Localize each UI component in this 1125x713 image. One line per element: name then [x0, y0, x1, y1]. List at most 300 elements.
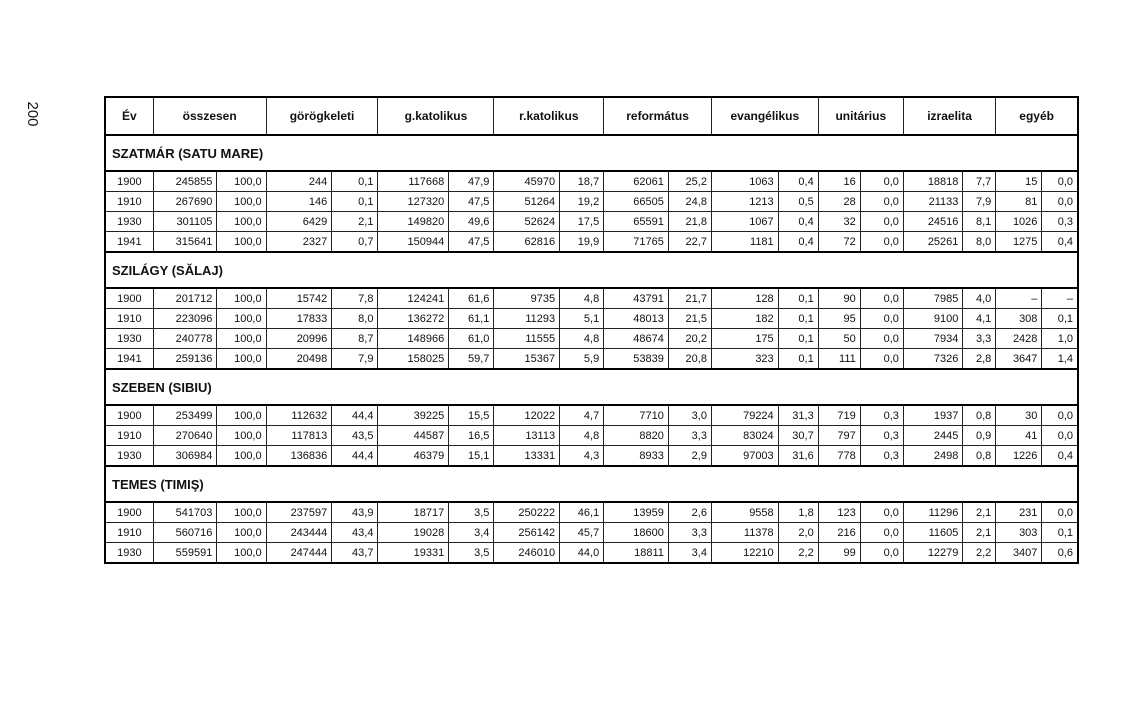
count-cell: 66505: [604, 192, 669, 212]
percent-cell: –: [1042, 288, 1078, 309]
table-row: [105, 232, 1078, 253]
percent-cell: 2,2: [778, 543, 818, 564]
count-cell: 8933: [604, 446, 669, 467]
county-header-row: [105, 466, 1078, 502]
table-row: [105, 426, 1078, 446]
count-cell: 7934: [903, 329, 963, 349]
percent-cell: 0,1: [778, 309, 818, 329]
percent-cell: 100,0: [217, 171, 266, 192]
percent-cell: 100,0: [217, 523, 266, 543]
count-cell: 24516: [903, 212, 963, 232]
percent-cell: 0,3: [860, 446, 903, 467]
year-cell: 1930: [105, 446, 153, 467]
count-cell: 2327: [266, 232, 332, 253]
count-cell: 20498: [266, 349, 332, 370]
percent-cell: 7,9: [963, 192, 996, 212]
percent-cell: 0,4: [778, 212, 818, 232]
percent-cell: 2,6: [668, 502, 711, 523]
header-jewish: izraelita: [903, 97, 995, 135]
header-row: [105, 97, 1078, 135]
count-cell: 3407: [996, 543, 1042, 564]
table-row: [105, 329, 1078, 349]
percent-cell: 0,0: [860, 523, 903, 543]
count-cell: 778: [818, 446, 860, 467]
count-cell: 306984: [153, 446, 217, 467]
count-cell: 8820: [604, 426, 669, 446]
percent-cell: 8,0: [332, 309, 378, 329]
percent-cell: 100,0: [217, 288, 266, 309]
percent-cell: 0,0: [860, 288, 903, 309]
count-cell: 32: [818, 212, 860, 232]
percent-cell: 1,4: [1042, 349, 1078, 370]
percent-cell: 2,0: [778, 523, 818, 543]
header-roman-catholic: r.katolikus: [494, 97, 604, 135]
percent-cell: 2,2: [963, 543, 996, 564]
count-cell: 246010: [494, 543, 560, 564]
count-cell: 303: [996, 523, 1042, 543]
percent-cell: 0,8: [963, 446, 996, 467]
percent-cell: 100,0: [217, 309, 266, 329]
year-cell: 1900: [105, 288, 153, 309]
header-other: egyéb: [996, 97, 1078, 135]
table-row: [105, 192, 1078, 212]
count-cell: 18811: [604, 543, 669, 564]
count-cell: 9100: [903, 309, 963, 329]
count-cell: 270640: [153, 426, 217, 446]
percent-cell: 31,6: [778, 446, 818, 467]
percent-cell: 15,1: [449, 446, 494, 467]
percent-cell: 17,5: [560, 212, 604, 232]
count-cell: 39225: [378, 405, 449, 426]
page-number: 200: [24, 101, 41, 127]
count-cell: 253499: [153, 405, 217, 426]
percent-cell: 24,8: [668, 192, 711, 212]
count-cell: 79224: [711, 405, 778, 426]
percent-cell: 0,1: [778, 288, 818, 309]
county-header-row: [105, 135, 1078, 171]
percent-cell: 3,4: [668, 543, 711, 564]
religion-census-table: [104, 96, 1079, 564]
count-cell: 71765: [604, 232, 669, 253]
count-cell: 1937: [903, 405, 963, 426]
county-name: SZATMÁR (SATU MARE): [105, 135, 1078, 171]
count-cell: 1213: [711, 192, 778, 212]
count-cell: 95: [818, 309, 860, 329]
count-cell: 216: [818, 523, 860, 543]
header-reformed: református: [604, 97, 712, 135]
county-name: SZILÁGY (SĂLAJ): [105, 252, 1078, 288]
count-cell: 231: [996, 502, 1042, 523]
percent-cell: 0,9: [963, 426, 996, 446]
percent-cell: 0,8: [963, 405, 996, 426]
header-orthodox: görögkeleti: [266, 97, 378, 135]
percent-cell: 16,5: [449, 426, 494, 446]
count-cell: 12279: [903, 543, 963, 564]
count-cell: 11555: [494, 329, 560, 349]
count-cell: 256142: [494, 523, 560, 543]
percent-cell: 31,3: [778, 405, 818, 426]
percent-cell: 45,7: [560, 523, 604, 543]
table-row: [105, 349, 1078, 370]
count-cell: 245855: [153, 171, 217, 192]
count-cell: 244: [266, 171, 332, 192]
count-cell: 7710: [604, 405, 669, 426]
percent-cell: 21,5: [668, 309, 711, 329]
count-cell: 240778: [153, 329, 217, 349]
percent-cell: 0,6: [1042, 543, 1078, 564]
percent-cell: 43,7: [332, 543, 378, 564]
count-cell: 17833: [266, 309, 332, 329]
count-cell: 136272: [378, 309, 449, 329]
percent-cell: 8,7: [332, 329, 378, 349]
count-cell: 111: [818, 349, 860, 370]
percent-cell: 100,0: [217, 232, 266, 253]
header-greek-catholic: g.katolikus: [378, 97, 494, 135]
percent-cell: 7,7: [963, 171, 996, 192]
count-cell: 243444: [266, 523, 332, 543]
percent-cell: 0,0: [860, 543, 903, 564]
percent-cell: 4,0: [963, 288, 996, 309]
percent-cell: 0,4: [1042, 232, 1078, 253]
percent-cell: 8,0: [963, 232, 996, 253]
percent-cell: 2,8: [963, 349, 996, 370]
count-cell: 19028: [378, 523, 449, 543]
percent-cell: 4,3: [560, 446, 604, 467]
percent-cell: 0,1: [1042, 523, 1078, 543]
count-cell: 323: [711, 349, 778, 370]
count-cell: 1226: [996, 446, 1042, 467]
percent-cell: 61,6: [449, 288, 494, 309]
percent-cell: 3,3: [668, 523, 711, 543]
count-cell: 83024: [711, 426, 778, 446]
count-cell: 149820: [378, 212, 449, 232]
percent-cell: 0,0: [860, 309, 903, 329]
percent-cell: 47,9: [449, 171, 494, 192]
count-cell: 11378: [711, 523, 778, 543]
count-cell: 3647: [996, 349, 1042, 370]
percent-cell: 0,3: [860, 405, 903, 426]
count-cell: 560716: [153, 523, 217, 543]
count-cell: 44587: [378, 426, 449, 446]
count-cell: 267690: [153, 192, 217, 212]
count-cell: 719: [818, 405, 860, 426]
percent-cell: 2,1: [963, 502, 996, 523]
percent-cell: 4,7: [560, 405, 604, 426]
count-cell: 62061: [604, 171, 669, 192]
percent-cell: 0,0: [860, 329, 903, 349]
year-cell: 1941: [105, 349, 153, 370]
count-cell: 28: [818, 192, 860, 212]
count-cell: 15742: [266, 288, 332, 309]
count-cell: 1181: [711, 232, 778, 253]
percent-cell: 0,4: [778, 232, 818, 253]
count-cell: 797: [818, 426, 860, 446]
count-cell: 1026: [996, 212, 1042, 232]
count-cell: 128: [711, 288, 778, 309]
count-cell: 48013: [604, 309, 669, 329]
count-cell: 19331: [378, 543, 449, 564]
percent-cell: 8,1: [963, 212, 996, 232]
count-cell: 308: [996, 309, 1042, 329]
percent-cell: 44,0: [560, 543, 604, 564]
percent-cell: 61,0: [449, 329, 494, 349]
percent-cell: 3,4: [449, 523, 494, 543]
count-cell: 11293: [494, 309, 560, 329]
count-cell: –: [996, 288, 1042, 309]
count-cell: 43791: [604, 288, 669, 309]
count-cell: 127320: [378, 192, 449, 212]
percent-cell: 2,9: [668, 446, 711, 467]
count-cell: 259136: [153, 349, 217, 370]
percent-cell: 20,2: [668, 329, 711, 349]
percent-cell: 22,7: [668, 232, 711, 253]
county-header-row: [105, 369, 1078, 405]
count-cell: 12022: [494, 405, 560, 426]
percent-cell: 0,0: [1042, 192, 1078, 212]
percent-cell: 0,0: [1042, 426, 1078, 446]
count-cell: 13113: [494, 426, 560, 446]
count-cell: 7985: [903, 288, 963, 309]
count-cell: 72: [818, 232, 860, 253]
percent-cell: 0,7: [332, 232, 378, 253]
count-cell: 247444: [266, 543, 332, 564]
percent-cell: 0,0: [860, 192, 903, 212]
count-cell: 16: [818, 171, 860, 192]
count-cell: 150944: [378, 232, 449, 253]
count-cell: 18600: [604, 523, 669, 543]
percent-cell: 100,0: [217, 543, 266, 564]
count-cell: 146: [266, 192, 332, 212]
count-cell: 112632: [266, 405, 332, 426]
count-cell: 250222: [494, 502, 560, 523]
header-lutheran: evangélikus: [711, 97, 818, 135]
count-cell: 237597: [266, 502, 332, 523]
count-cell: 13331: [494, 446, 560, 467]
percent-cell: 0,1: [778, 349, 818, 370]
percent-cell: 3,5: [449, 543, 494, 564]
count-cell: 541703: [153, 502, 217, 523]
percent-cell: 20,8: [668, 349, 711, 370]
percent-cell: 1,0: [1042, 329, 1078, 349]
percent-cell: 43,5: [332, 426, 378, 446]
count-cell: 2498: [903, 446, 963, 467]
table-row: [105, 523, 1078, 543]
percent-cell: 0,1: [778, 329, 818, 349]
year-cell: 1910: [105, 309, 153, 329]
percent-cell: 0,3: [860, 426, 903, 446]
percent-cell: 5,9: [560, 349, 604, 370]
count-cell: 50: [818, 329, 860, 349]
count-cell: 301105: [153, 212, 217, 232]
count-cell: 136836: [266, 446, 332, 467]
percent-cell: 43,9: [332, 502, 378, 523]
count-cell: 81: [996, 192, 1042, 212]
percent-cell: 100,0: [217, 405, 266, 426]
percent-cell: 0,0: [860, 502, 903, 523]
count-cell: 90: [818, 288, 860, 309]
count-cell: 2428: [996, 329, 1042, 349]
table-row: [105, 212, 1078, 232]
percent-cell: 0,0: [860, 171, 903, 192]
count-cell: 46379: [378, 446, 449, 467]
county-name: SZEBEN (SIBIU): [105, 369, 1078, 405]
count-cell: 201712: [153, 288, 217, 309]
percent-cell: 21,7: [668, 288, 711, 309]
year-cell: 1930: [105, 329, 153, 349]
percent-cell: 0,5: [778, 192, 818, 212]
percent-cell: 3,3: [963, 329, 996, 349]
count-cell: 30: [996, 405, 1042, 426]
count-cell: 25261: [903, 232, 963, 253]
percent-cell: 25,2: [668, 171, 711, 192]
count-cell: 20996: [266, 329, 332, 349]
percent-cell: 46,1: [560, 502, 604, 523]
count-cell: 158025: [378, 349, 449, 370]
percent-cell: 15,5: [449, 405, 494, 426]
percent-cell: 100,0: [217, 349, 266, 370]
percent-cell: 0,0: [860, 232, 903, 253]
percent-cell: 0,0: [860, 349, 903, 370]
count-cell: 52624: [494, 212, 560, 232]
percent-cell: 0,3: [1042, 212, 1078, 232]
percent-cell: 1,8: [778, 502, 818, 523]
percent-cell: 47,5: [449, 232, 494, 253]
percent-cell: 100,0: [217, 446, 266, 467]
count-cell: 45970: [494, 171, 560, 192]
percent-cell: 0,0: [1042, 502, 1078, 523]
count-cell: 53839: [604, 349, 669, 370]
percent-cell: 19,2: [560, 192, 604, 212]
percent-cell: 100,0: [217, 426, 266, 446]
count-cell: 18717: [378, 502, 449, 523]
count-cell: 99: [818, 543, 860, 564]
header-year: Év: [105, 97, 153, 135]
percent-cell: 7,8: [332, 288, 378, 309]
percent-cell: 59,7: [449, 349, 494, 370]
year-cell: 1930: [105, 543, 153, 564]
count-cell: 62816: [494, 232, 560, 253]
count-cell: 48674: [604, 329, 669, 349]
count-cell: 51264: [494, 192, 560, 212]
percent-cell: 100,0: [217, 502, 266, 523]
table-row: [105, 309, 1078, 329]
count-cell: 12210: [711, 543, 778, 564]
count-cell: 9735: [494, 288, 560, 309]
percent-cell: 4,8: [560, 329, 604, 349]
percent-cell: 100,0: [217, 212, 266, 232]
percent-cell: 44,4: [332, 446, 378, 467]
table-body: [105, 135, 1078, 563]
year-cell: 1910: [105, 523, 153, 543]
table-row: [105, 171, 1078, 192]
percent-cell: 18,7: [560, 171, 604, 192]
percent-cell: 49,6: [449, 212, 494, 232]
count-cell: 11605: [903, 523, 963, 543]
percent-cell: 4,8: [560, 426, 604, 446]
count-cell: 9558: [711, 502, 778, 523]
count-cell: 18818: [903, 171, 963, 192]
table-row: [105, 502, 1078, 523]
count-cell: 6429: [266, 212, 332, 232]
count-cell: 2445: [903, 426, 963, 446]
percent-cell: 0,1: [332, 171, 378, 192]
table-row: [105, 446, 1078, 467]
count-cell: 7326: [903, 349, 963, 370]
percent-cell: 0,0: [860, 212, 903, 232]
header-total: összesen: [153, 97, 266, 135]
table-row: [105, 405, 1078, 426]
count-cell: 117813: [266, 426, 332, 446]
year-cell: 1900: [105, 405, 153, 426]
percent-cell: 2,1: [332, 212, 378, 232]
percent-cell: 2,1: [963, 523, 996, 543]
percent-cell: 0,4: [778, 171, 818, 192]
percent-cell: 3,3: [668, 426, 711, 446]
percent-cell: 44,4: [332, 405, 378, 426]
percent-cell: 3,5: [449, 502, 494, 523]
percent-cell: 30,7: [778, 426, 818, 446]
percent-cell: 0,0: [1042, 405, 1078, 426]
count-cell: 315641: [153, 232, 217, 253]
count-cell: 1275: [996, 232, 1042, 253]
year-cell: 1910: [105, 192, 153, 212]
count-cell: 124241: [378, 288, 449, 309]
percent-cell: 4,8: [560, 288, 604, 309]
percent-cell: 0,1: [332, 192, 378, 212]
year-cell: 1900: [105, 502, 153, 523]
count-cell: 11296: [903, 502, 963, 523]
count-cell: 175: [711, 329, 778, 349]
table-row: [105, 288, 1078, 309]
count-cell: 223096: [153, 309, 217, 329]
percent-cell: 0,4: [1042, 446, 1078, 467]
year-cell: 1941: [105, 232, 153, 253]
percent-cell: 5,1: [560, 309, 604, 329]
count-cell: 1067: [711, 212, 778, 232]
percent-cell: 4,1: [963, 309, 996, 329]
count-cell: 65591: [604, 212, 669, 232]
count-cell: 15: [996, 171, 1042, 192]
percent-cell: 21,8: [668, 212, 711, 232]
count-cell: 559591: [153, 543, 217, 564]
count-cell: 15367: [494, 349, 560, 370]
percent-cell: 7,9: [332, 349, 378, 370]
county-name: TEMES (TIMIŞ): [105, 466, 1078, 502]
year-cell: 1930: [105, 212, 153, 232]
count-cell: 148966: [378, 329, 449, 349]
percent-cell: 47,5: [449, 192, 494, 212]
percent-cell: 43,4: [332, 523, 378, 543]
year-cell: 1910: [105, 426, 153, 446]
count-cell: 123: [818, 502, 860, 523]
count-cell: 117668: [378, 171, 449, 192]
county-header-row: [105, 252, 1078, 288]
count-cell: 182: [711, 309, 778, 329]
header-unitarian: unitárius: [818, 97, 903, 135]
count-cell: 13959: [604, 502, 669, 523]
percent-cell: 3,0: [668, 405, 711, 426]
percent-cell: 100,0: [217, 192, 266, 212]
count-cell: 1063: [711, 171, 778, 192]
count-cell: 41: [996, 426, 1042, 446]
percent-cell: 0,1: [1042, 309, 1078, 329]
year-cell: 1900: [105, 171, 153, 192]
percent-cell: 19,9: [560, 232, 604, 253]
count-cell: 97003: [711, 446, 778, 467]
percent-cell: 0,0: [1042, 171, 1078, 192]
percent-cell: 100,0: [217, 329, 266, 349]
percent-cell: 61,1: [449, 309, 494, 329]
